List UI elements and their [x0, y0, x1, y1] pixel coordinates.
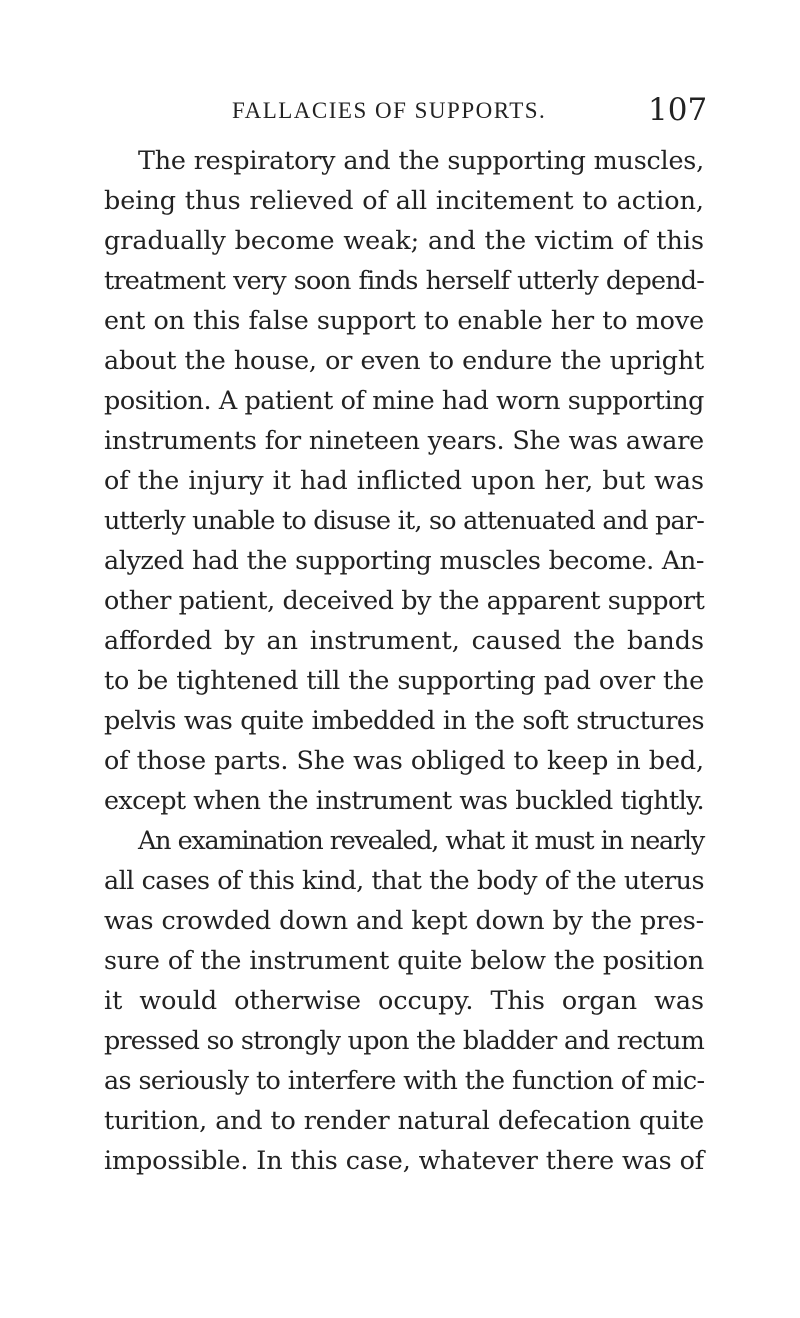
- text-line: of the injury it had inflicted upon her, but was: [104, 465, 704, 495]
- text-line: impossible. In this case, whatever there was of: [104, 1145, 705, 1175]
- text-line: instruments for nineteen years. She was aware: [104, 425, 704, 455]
- text-line: all cases of this kind, that the body of the uterus: [104, 865, 704, 895]
- text-line: to be tightened till the supporting pad over the: [104, 665, 704, 695]
- text-line: ent on this false support to enable her to move: [104, 305, 704, 335]
- text-line: of those parts. She was obliged to keep in bed,: [104, 745, 704, 775]
- text-line: afforded by an instrument, caused the bands: [104, 625, 704, 655]
- text-line: other patient, deceived by the apparent support: [104, 585, 705, 615]
- text-line: alyzed had the supporting muscles become. An-: [104, 545, 704, 575]
- running-title: FALLACIES OF SUPPORTS.: [232, 98, 547, 123]
- text-line: sure of the instrument quite below the position: [104, 945, 704, 975]
- running-head: [0, 92, 800, 128]
- text-line: except when the instrument was buckled tightly.: [104, 785, 704, 815]
- text-line: turition, and to render natural defecation quite: [104, 1105, 704, 1135]
- text-line: as seriously to interfere with the function of mic-: [104, 1065, 705, 1095]
- text-line: treatment very soon finds herself utterly depend-: [104, 265, 704, 295]
- text-line: about the house, or even to endure the upright: [104, 345, 704, 375]
- text-line: gradually become weak; and the victim of this: [104, 225, 704, 255]
- text-line: was crowded down and kept down by the pres-: [104, 905, 704, 935]
- text-line: pelvis was quite imbedded in the soft structures: [104, 705, 704, 735]
- text-line: The respiratory and the supporting muscles,: [138, 145, 704, 175]
- text-line: utterly unable to disuse it, so attenuated and par-: [104, 505, 704, 535]
- text-line: An examination revealed, what it must in nearly: [138, 825, 704, 855]
- text-line: pressed so strongly upon the bladder and rectum: [104, 1025, 704, 1055]
- text-line: it would otherwise occupy. This organ was: [104, 985, 704, 1015]
- text-line: position. A patient of mine had worn supporting: [104, 385, 704, 415]
- text-line: being thus relieved of all incitement to action,: [104, 185, 704, 215]
- page-number: 107: [648, 92, 708, 128]
